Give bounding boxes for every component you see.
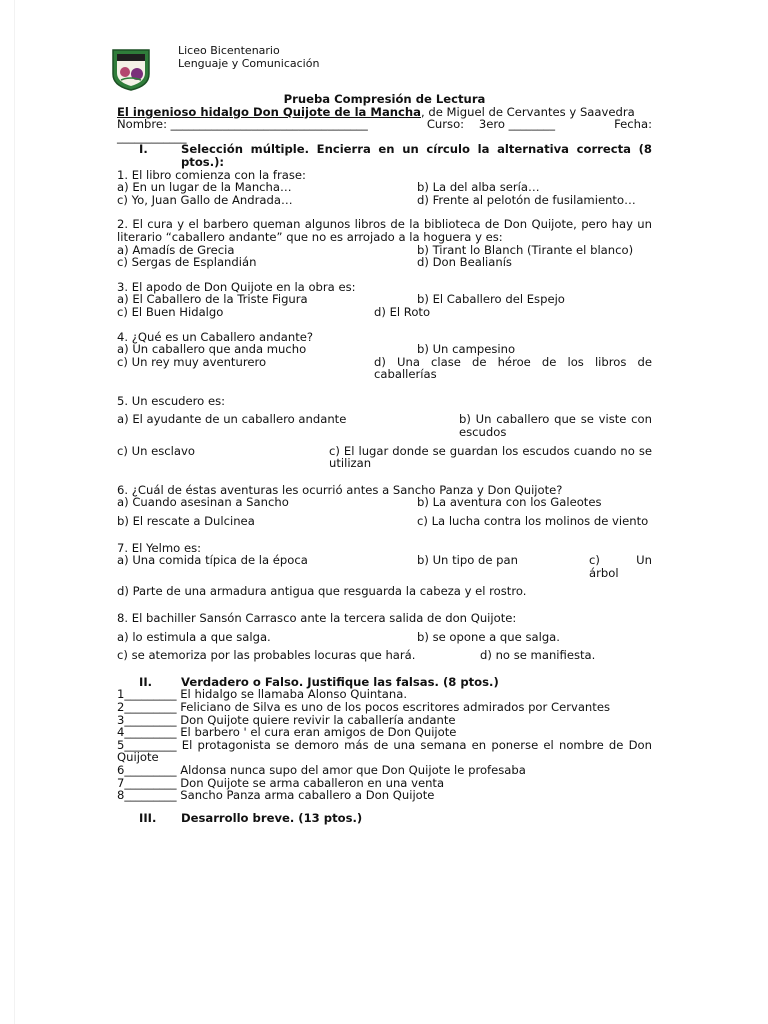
q4-option-c[interactable]: c) Un rey muy aventurero [117, 354, 267, 369]
q5-row-2 [117, 445, 652, 458]
q3-row-2 [117, 306, 652, 319]
question-1: 1. El libro comienza con la frase: [117, 167, 306, 182]
book-author: , de Miguel de Cervantes y Saavedra [420, 104, 635, 119]
q2-option-b[interactable]: b) Tirant lo Blanch (Tirante el blanco) [417, 242, 634, 257]
question-6: 6. ¿Cuál de éstas aventuras les ocurrió antes a Sancho Panza y Don Quijote? [117, 482, 563, 497]
q2-option-d[interactable]: d) Don Bealianís [417, 255, 512, 270]
question-4: 4. ¿Qué es un Caballero andante? [117, 329, 314, 344]
student-info-row [117, 118, 652, 131]
tf-item[interactable]: 7_________ Don Quijote se arma caballeron en una venta [117, 775, 445, 790]
tf-item[interactable]: 2_________ Feliciano de Silva es uno de los pocos escritores admirados por Cervantes [117, 699, 610, 714]
q1-option-b[interactable]: b) La del alba sería… [417, 180, 540, 195]
q1-row-1 [117, 181, 652, 194]
q6-option-c[interactable]: b) El rescate a Dulcinea [117, 514, 255, 529]
nombre-blank[interactable]: __________________________________ [170, 117, 368, 132]
q8-option-a[interactable]: a) lo estimula a que salga. [117, 629, 271, 644]
q5-option-b[interactable]: b) Un caballero que se viste con escudos [459, 412, 652, 440]
q2-option-c[interactable]: c) Sergas de Esplandián [117, 255, 257, 270]
q5-row-1 [117, 413, 652, 426]
q6-option-d[interactable]: c) La lucha contra los molinos de viento [417, 514, 649, 529]
school-header [178, 44, 319, 70]
question-8: 8. El bachiller Sansón Carrasco ante la tercera salida de don Quijote: [117, 611, 517, 625]
q3-option-c[interactable]: c) El Buen Hidalgo [117, 304, 224, 319]
q4-row-1 [117, 343, 652, 356]
curso-value: 3ero [478, 117, 505, 132]
page-edge [14, 0, 15, 1024]
q4-option-a[interactable]: a) Un caballero que anda mucho [117, 342, 307, 357]
section-3-number: III. [139, 810, 157, 825]
exam-title: Prueba Compresión de Lectura [283, 92, 486, 106]
q8-option-d[interactable]: d) no se manifiesta. [480, 648, 596, 663]
q6-option-b[interactable]: b) La aventura con los Galeotes [417, 495, 602, 510]
tf-item[interactable]: 4_________ El barbero ' el cura eran amigos de Don Quijote [117, 725, 457, 740]
school-name: Liceo Bicentenario [178, 44, 280, 57]
question-7: 7. El Yelmo es: [117, 540, 202, 555]
q8-option-b[interactable]: b) se opone a que salga. [417, 629, 560, 644]
section-3-heading [117, 812, 652, 825]
exam-content [117, 93, 652, 824]
section-3-title: Desarrollo breve. (13 ptos.) [181, 810, 363, 825]
tf-item[interactable]: 8_________ Sancho Panza arma caballero a Don Quijote [117, 788, 435, 803]
q6-option-a[interactable]: a) Cuando asesinan a Sancho [117, 495, 289, 510]
q7-row-1 [117, 554, 652, 567]
curso-label: Curso: [426, 117, 465, 132]
q6-row-2 [117, 515, 652, 528]
q3-option-a[interactable]: a) El Caballero de la Triste Figura [117, 292, 308, 307]
q3-option-d[interactable]: d) El Roto [374, 304, 431, 319]
question-3: 3. El apodo de Don Quijote en la obra es: [117, 279, 356, 294]
fecha-label: Fecha: [614, 117, 652, 132]
q7-option-c[interactable]: c) Un árbol [589, 553, 652, 580]
tf-item[interactable]: 5_________ El protagonista se demoro más de una semana en ponerse el nombre de Don Quijote [117, 737, 652, 765]
tf-item[interactable]: 1_________ El hidalgo se llamaba Alonso Quintana. [117, 687, 408, 702]
q7-option-b[interactable]: b) Un tipo de pan [417, 553, 518, 568]
question-5: 5. Un escudero es: [117, 393, 226, 408]
q5-option-d[interactable]: c) El lugar donde se guardan los escudos cuando no se utilizan [329, 443, 652, 471]
section-2-title: Verdadero o Falso. Justifique las falsas. (8 ptos.) [181, 674, 499, 689]
q2-option-a[interactable]: a) Amadís de Grecia [117, 242, 235, 257]
q3-option-b[interactable]: b) El Caballero del Espejo [417, 292, 565, 307]
q7-option-d[interactable]: d) Parte de una armadura antigua que resguarda la cabeza y el rostro. [117, 584, 527, 599]
fecha-blank[interactable]: ____________ [117, 129, 187, 144]
q8-row-2 [117, 649, 652, 662]
book-title: El ingenioso hidalgo Don Quijote de la Mancha [117, 104, 421, 119]
school-crest-logo [111, 48, 151, 92]
q6-row-1 [117, 496, 652, 509]
q8-row-1 [117, 631, 652, 644]
section-1-title: Selección múltiple. Encierra en un círculo la alternativa correcta (8 ptos.): [181, 142, 652, 169]
tf-item[interactable]: 6_________ Aldonsa nunca supo del amor que Don Quijote le profesaba [117, 762, 526, 777]
question-2: 2. El cura y el barbero queman algunos libros de la biblioteca de Don Quijote, pero hay un literario “caballero andante” que no es arrojado a la hoguera y es: [117, 217, 652, 244]
q1-option-a[interactable]: a) En un lugar de la Mancha… [117, 180, 292, 195]
curso-blank[interactable]: ________ [508, 117, 556, 132]
q1-option-c[interactable]: c) Yo, Juan Gallo de Andrada… [117, 192, 293, 207]
section-2-number: II. [139, 674, 153, 689]
q4-option-d[interactable]: d) Una clase de héroe de los libros de caballerías [374, 354, 652, 382]
section-1-number: I. [139, 142, 148, 157]
q4-option-b[interactable]: b) Un campesino [417, 342, 516, 357]
q8-option-c[interactable]: c) se atemoriza por las probables locuras que hará. [117, 648, 416, 663]
q1-option-d[interactable]: d) Frente al pelotón de fusilamiento… [417, 192, 636, 207]
nombre-label: Nombre: [117, 117, 167, 132]
tf-item[interactable]: 3_________ Don Quijote quiere revivir la caballería andante [117, 712, 456, 727]
q4-row-2 [117, 356, 652, 369]
q2-row-2 [117, 256, 652, 269]
q7-option-a[interactable]: a) Una comida típica de la época [117, 553, 308, 568]
q5-option-a[interactable]: a) El ayudante de un caballero andante [117, 412, 347, 427]
q5-option-c[interactable]: c) Un esclavo [117, 443, 195, 458]
section-1-heading [117, 143, 652, 168]
subject-name: Lenguaje y Comunicación [178, 57, 320, 70]
